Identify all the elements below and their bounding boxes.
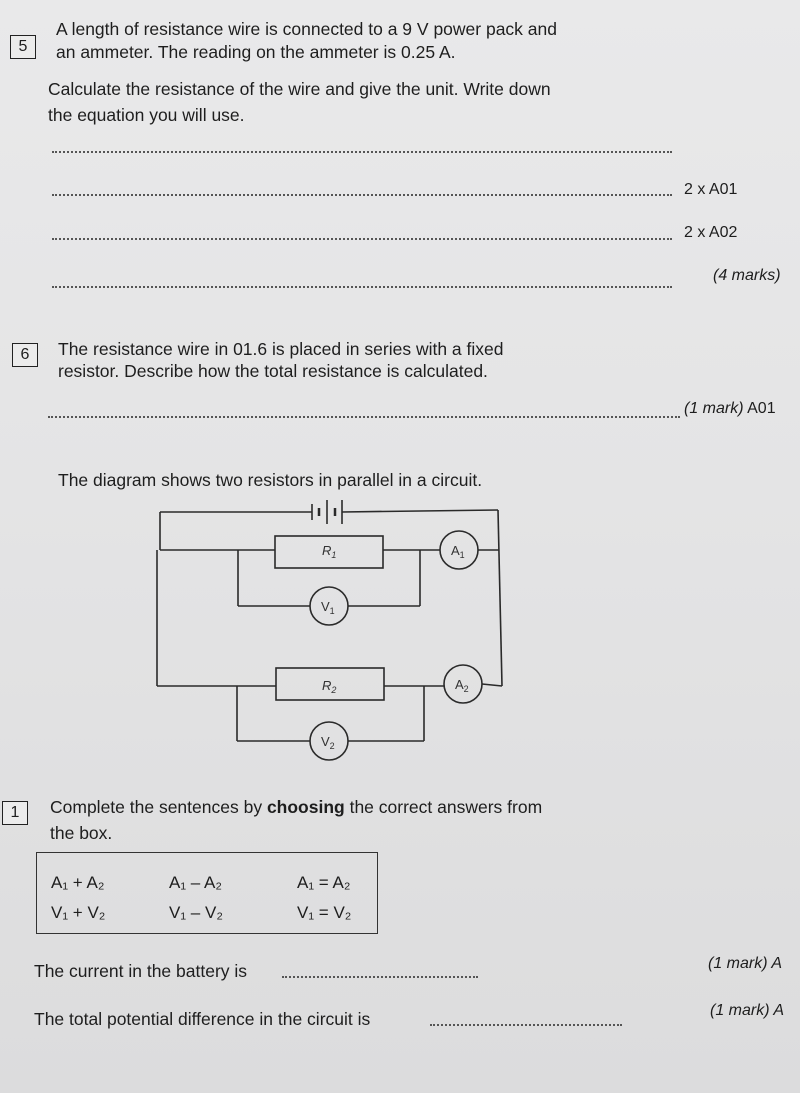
q5-text-line-4: the equation you will use. [48,105,245,125]
label-r2 [322,678,336,695]
wire-branch2-right [482,684,502,686]
label-a2-sub: 2 [463,684,469,694]
sentence1-mark [708,955,782,973]
q6-text-line-2: resistor. Describe how the total resistance is calculated. [58,361,488,381]
label-r1-letter: R [322,543,332,558]
option-a1-plus-a2[interactable]: A₁ + A₂ [51,873,105,892]
sentence-current-battery: The current in the battery is [34,961,248,981]
option-a1-equals-a2[interactable]: A₁ = A₂ [297,873,351,892]
q1-text-bold: choosing [266,797,345,817]
q1-text-post: the correct answers from [344,797,543,817]
label-a1-sub: 1 [459,550,465,560]
wire-right-outer [498,510,502,686]
label-v2-sub: 2 [329,741,335,751]
q5-mark-ao1: 2 x A01 [684,181,738,198]
q1-text-pre: Complete the sentences by [50,797,267,817]
q1-text-line-1 [50,796,542,818]
q6-mark-code: A01 [743,400,776,417]
label-r2-sub: 2 [331,685,337,695]
q5-mark-ao2: 2 x A02 [684,224,738,241]
option-v1-equals-v2[interactable]: V₁ = V₂ [297,903,352,922]
sentence1-mark-text: (1 mark) A [708,955,783,972]
sentence-total-pd: The total potential difference in the circuit is [34,1009,371,1029]
battery-icon [312,500,342,524]
label-a1-letter: A [451,543,460,558]
answer-line-pd[interactable] [430,1024,622,1026]
q5-total-marks-text: (4 marks) [713,267,781,284]
sentence2-mark [710,1002,784,1020]
q6-text-line-1: The resistance wire in 01.6 is placed in series with a fixed [58,339,504,359]
label-v2-letter: V [321,734,330,749]
label-v1-sub: 1 [329,606,335,616]
q1-text-line-2: the box. [50,823,113,843]
q5-text-line-2: an ammeter. The reading on the ammeter is 0.25 A. [56,42,456,62]
wire-top-right [342,510,498,512]
label-a1 [451,543,465,560]
option-a1-minus-a2[interactable]: A₁ – A₂ [169,873,222,892]
diagram-caption: The diagram shows two resistors in parallel in a circuit. [58,470,483,490]
sentence2-mark-text: (1 mark) A [710,1002,785,1019]
answer-line-current[interactable] [282,976,478,978]
q6-mark-italic: (1 mark) [684,400,744,417]
label-r2-letter: R [322,678,332,693]
label-a2 [455,677,469,694]
option-v1-minus-v2[interactable]: V₁ – V₂ [169,903,223,922]
label-r1 [322,543,336,560]
answer-options-box [36,852,378,934]
question-number-6: 6 [12,343,38,367]
option-v1-plus-v2[interactable]: V₁ + V₂ [51,903,106,922]
question-number-5: 5 [10,35,36,59]
q5-text-line-3: Calculate the resistance of the wire and give the unit. Write down [48,79,551,99]
label-a2-letter: A [455,677,464,692]
label-v2 [321,734,335,751]
label-v1-letter: V [321,599,330,614]
label-v1 [321,599,335,616]
question-number-1: 1 [2,801,28,825]
q5-text-line-1: A length of resistance wire is connected to a 9 V power pack and [56,19,557,39]
label-r1-sub: 1 [331,550,337,560]
